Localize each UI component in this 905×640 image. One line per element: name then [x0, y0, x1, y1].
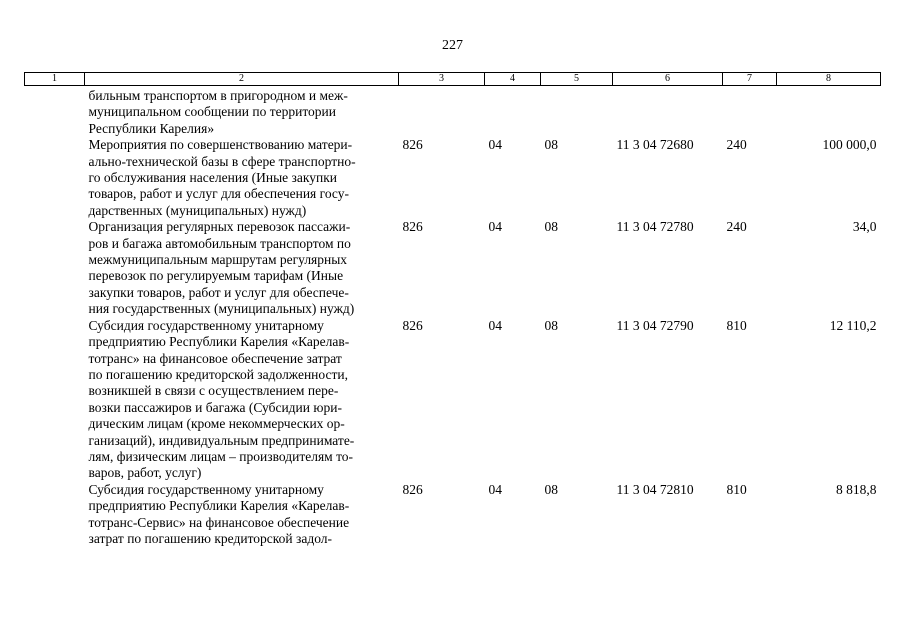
- row-index-cell: [25, 219, 85, 317]
- row-amount: 100 000,0: [822, 137, 877, 153]
- row-target-code: [613, 86, 723, 138]
- row-subsection-code: [541, 86, 613, 138]
- row-index-cell: [25, 318, 85, 482]
- row-ministry-code: [399, 86, 485, 138]
- row-amount: 8 818,8: [836, 481, 877, 497]
- column-header: 4: [485, 73, 541, 86]
- row-expense-type-code: 240: [726, 219, 747, 235]
- row-amount: 12 110,2: [829, 317, 877, 333]
- row-target-code: 11 3 04 72790: [616, 317, 694, 333]
- row-index-cell: [25, 86, 85, 138]
- table-row: [25, 137, 881, 219]
- row-amount: 34,0: [852, 219, 877, 235]
- row-expense-type-code: [723, 86, 777, 138]
- row-ministry-code: 826: [402, 481, 423, 497]
- row-ministry-code: 826: [402, 137, 423, 153]
- page-number: 227: [442, 38, 463, 53]
- column-header: 7: [723, 73, 777, 86]
- column-number-header-row: [25, 73, 881, 86]
- row-section-code: [485, 86, 541, 138]
- row-expense-type-code: 240: [726, 137, 747, 153]
- row-expense-type-code: 810: [726, 317, 747, 333]
- row-description: бильным транспортом в пригородном и меж- муниципальном сообщении по территории Республики Карелия»: [88, 88, 348, 136]
- table-row: [25, 219, 881, 317]
- column-header: 8: [777, 73, 881, 86]
- row-description: Субсидия государственному унитарному предприятию Республики Карелия «Карелав- тотранс» на финансовое обеспечение затрат по погашению кредиторской задолженности, возникшей в связи с осуществлением пере- возки пассажиров и багажа (Субсидии юри- дическим лицам (кроме некоммерческих ор- ганизаций), индивидуальным предпринимате- лям, физическим лицам – производителям то- варов, работ, услуг): [88, 317, 355, 481]
- row-target-code: 11 3 04 72780: [616, 219, 694, 235]
- row-section-code: 04: [488, 317, 502, 333]
- row-subsection-code: 08: [544, 137, 558, 153]
- row-description: Организация регулярных перевозок пассажи- ров и багажа автомобильным транспортом по межмуниципальным маршрутам регулярных перевозок по регулируемым тарифам (Иные закупки товаров, работ и услуг для обеспече- ния государственных (муниципальных) нужд): [88, 219, 355, 317]
- table-row: [25, 86, 881, 138]
- row-subsection-code: 08: [544, 219, 558, 235]
- row-amount: [777, 86, 881, 138]
- column-header: 2: [85, 73, 399, 86]
- column-header: 3: [399, 73, 485, 86]
- row-description: Мероприятия по совершенствованию матери- ально-технической базы в сфере транспортно- го обслуживания населения (Иные закупки товаров, работ и услуг для обеспечения госу- дарственных (муниципальных) нужд): [88, 137, 356, 218]
- column-header: 6: [613, 73, 723, 86]
- column-header: 5: [541, 73, 613, 86]
- row-section-code: 04: [488, 137, 502, 153]
- row-section-code: 04: [488, 219, 502, 235]
- column-header: 1: [25, 73, 85, 86]
- budget-table: [24, 72, 881, 547]
- row-index-cell: [25, 137, 85, 219]
- row-target-code: 11 3 04 72810: [616, 481, 694, 497]
- row-index-cell: [25, 482, 85, 548]
- row-section-code: 04: [488, 481, 502, 497]
- row-ministry-code: 826: [402, 219, 423, 235]
- row-target-code: 11 3 04 72680: [616, 137, 694, 153]
- row-description: Субсидия государственному унитарному предприятию Республики Карелия «Карелав- тотранс-Сервис» на финансовое обеспечение затрат по погашению кредиторской задол-: [88, 481, 350, 546]
- row-expense-type-code: 810: [726, 481, 747, 497]
- table-row: [25, 318, 881, 482]
- table-row: [25, 482, 881, 548]
- row-subsection-code: 08: [544, 481, 558, 497]
- row-ministry-code: 826: [402, 317, 423, 333]
- row-subsection-code: 08: [544, 317, 558, 333]
